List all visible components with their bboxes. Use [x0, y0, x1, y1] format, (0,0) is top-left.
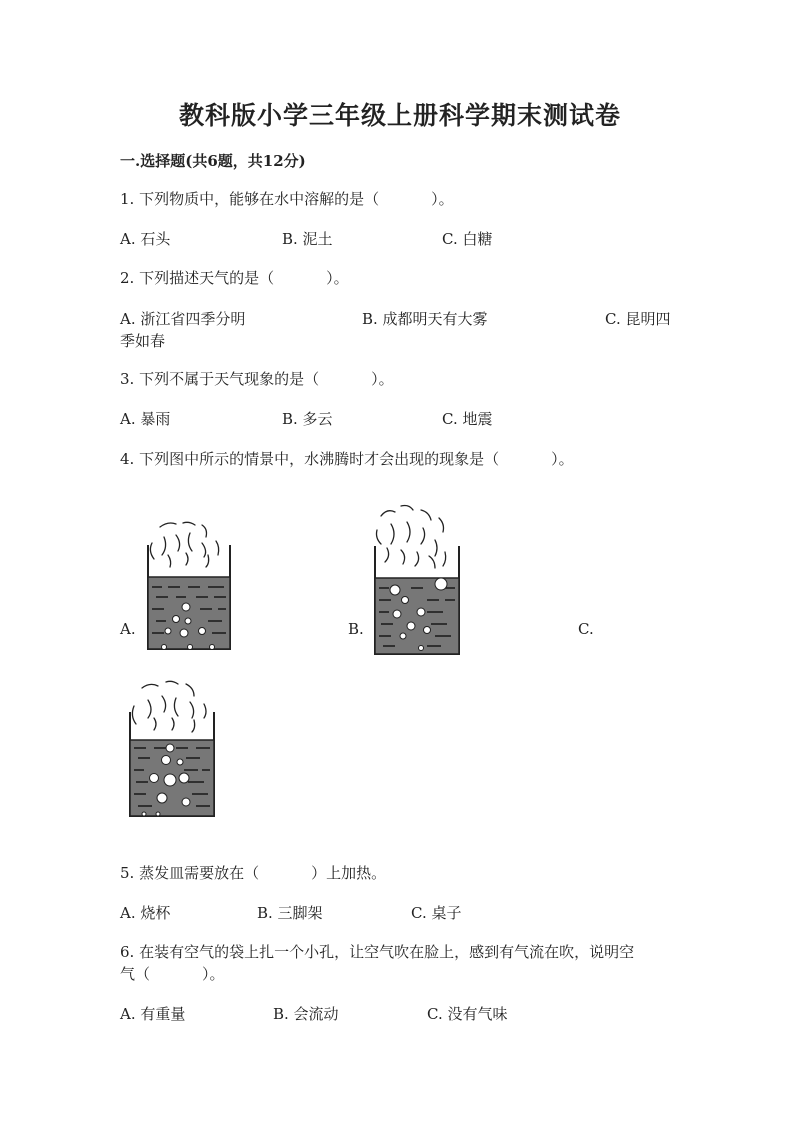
question-2: 2. 下列描述天气的是（ ）。 [120, 269, 349, 287]
question-5-stem: 5. 蒸发皿需要放在（ [120, 864, 260, 882]
question-2-stem: 2. 下列描述天气的是（ [120, 269, 275, 287]
question-6-line-1: 6. 在装有空气的袋上扎一个小孔，让空气吹在脸上，感到有气流在吹，说明空 [120, 943, 635, 961]
q2-option-c-wrap: 季如春 [120, 332, 166, 350]
question-6-line-2: 气（ ）。 [120, 965, 225, 983]
q3-option-b: B. 多云 [282, 410, 333, 428]
question-4: 4. 下列图中所示的情景中，水沸腾时才会出现的现象是（ ）。 [120, 450, 574, 468]
beaker-illustration-b [365, 500, 465, 660]
q2-option-b: B. 成都明天有大雾 [362, 310, 488, 328]
q5-option-c: C. 桌子 [411, 904, 462, 922]
q5-option-b: B. 三脚架 [257, 904, 323, 922]
q1-option-b: B. 泥土 [282, 230, 333, 248]
q2-option-a: A. 浙江省四季分明 [120, 310, 246, 328]
beaker-illustration-c [120, 678, 222, 823]
q6-option-c: C. 没有气味 [427, 1005, 508, 1023]
question-1-stem: 1. 下列物质中，能够在水中溶解的是（ [120, 190, 380, 208]
q2-option-c: C. 昆明四 [605, 310, 671, 328]
q5-option-a: A. 烧杯 [120, 904, 171, 922]
q6-option-a: A. 有重量 [120, 1005, 186, 1023]
question-6-stem: 气（ [120, 965, 151, 983]
question-1: 1. 下列物质中，能够在水中溶解的是（ ）。 [120, 190, 454, 208]
q4-option-a: A. [120, 620, 136, 638]
question-5: 5. 蒸发皿需要放在（ ）上加热。 [120, 864, 387, 882]
section-heading: 一.选择题(共6题，共12分) [120, 152, 306, 170]
q4-option-c: C. [578, 620, 594, 638]
beaker-illustration-a [138, 515, 238, 660]
q6-option-b: B. 会流动 [273, 1005, 339, 1023]
page-title: 教科版小学三年级上册科学期末测试卷 [178, 101, 621, 130]
q3-option-c: C. 地震 [442, 410, 493, 428]
question-3-stem: 3. 下列不属于天气现象的是（ [120, 370, 320, 388]
q1-option-a: A. 石头 [120, 230, 171, 248]
question-3: 3. 下列不属于天气现象的是（ ）。 [120, 370, 394, 388]
q4-option-b: B. [348, 620, 364, 638]
q1-option-c: C. 白糖 [442, 230, 493, 248]
q3-option-a: A. 暴雨 [120, 410, 171, 428]
question-4-stem: 4. 下列图中所示的情景中，水沸腾时才会出现的现象是（ [120, 450, 500, 468]
